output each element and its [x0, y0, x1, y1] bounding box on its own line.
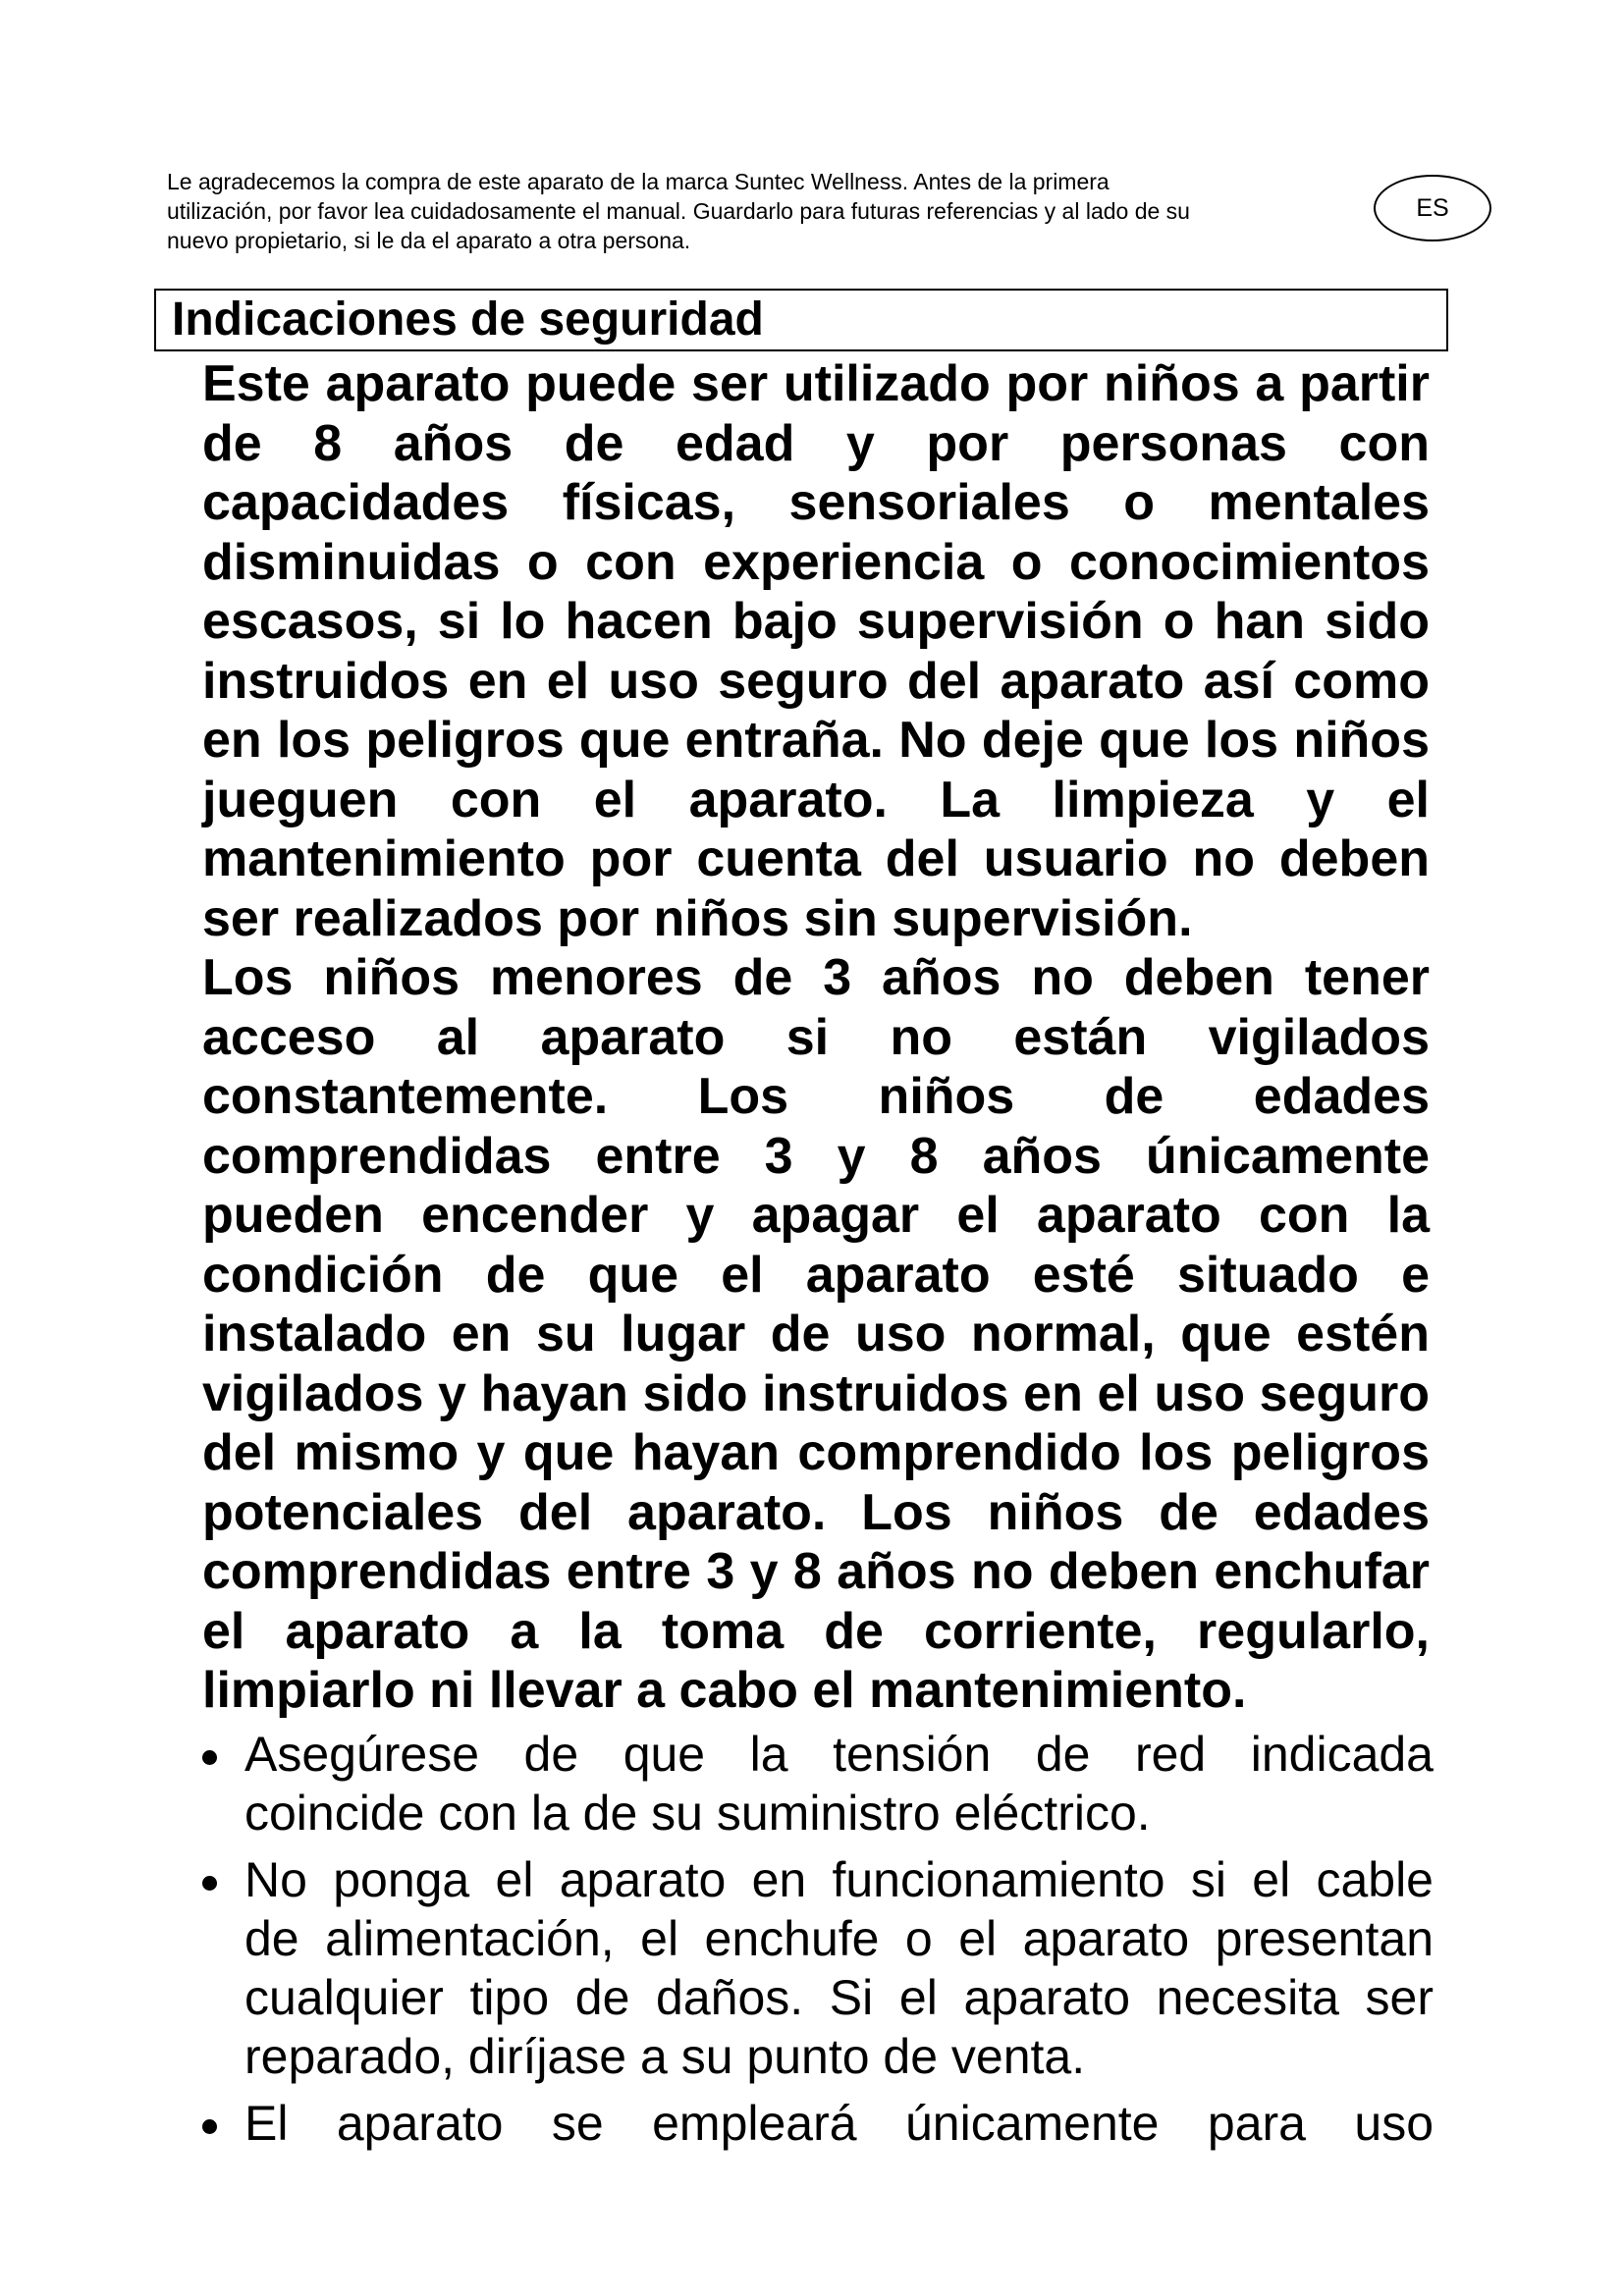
- paragraph-line: pueden encender y apagar el aparato con la: [202, 1187, 1430, 1244]
- paragraph-line: limpiarlo ni llevar a cabo el mantenimiento.: [202, 1662, 1247, 1719]
- paragraph-line: Los niños menores de 3 años no deben tener: [202, 949, 1430, 1006]
- paragraph-line: condición de que el aparato esté situado e: [202, 1246, 1430, 1304]
- language-badge: ES: [1374, 175, 1491, 241]
- safety-bullet-list: [196, 1725, 1434, 2161]
- paragraph-line: acceso al aparato si no están vigilados: [202, 1008, 1430, 1066]
- paragraph-line: en los peligros que entraña. No deje que los niños: [202, 712, 1430, 769]
- section-heading: Indicaciones de seguridad: [154, 289, 1448, 351]
- bullet-item: [196, 1725, 1434, 1842]
- safety-paragraph: [202, 354, 1430, 1721]
- paragraph-line: del mismo y que hayan comprendido los peligros: [202, 1424, 1430, 1481]
- paragraph-line: el aparato a la toma de corriente, regularlo,: [202, 1602, 1430, 1660]
- paragraph-line: potenciales del aparato. Los niños de edades: [202, 1483, 1430, 1541]
- paragraph-line: instalado en su lugar de uso normal, que estén: [202, 1306, 1430, 1362]
- paragraph-line: ser realizados por niños sin supervisión.: [202, 889, 1193, 947]
- bullet-dot-icon: [202, 2119, 217, 2134]
- paragraph-line: comprendidas entre 3 y 8 años no deben enchufar: [202, 1543, 1430, 1600]
- paragraph-line: disminuidas o con experiencia o conocimientos: [202, 533, 1430, 591]
- paragraph-line: capacidades físicas, sensoriales o mentales: [202, 474, 1430, 531]
- paragraph-line: mantenimiento por cuenta del usuario no deben: [202, 830, 1430, 887]
- bullet-line: No ponga el aparato en funcionamiento si el cable: [244, 1852, 1434, 1907]
- paragraph-line: constantemente. Los niños de edades: [202, 1068, 1430, 1125]
- paragraph-line: de 8 años de edad y por personas con: [202, 414, 1430, 472]
- intro-paragraph: [167, 167, 1355, 255]
- bullet-line: Asegúrese de que la tensión de red indicada: [244, 1727, 1434, 1782]
- paragraph-line: jueguen con el aparato. La limpieza y el: [202, 771, 1430, 828]
- bullet-line: cualquier tipo de daños. Si el aparato necesita ser: [244, 1970, 1434, 2025]
- intro-line: nuevo propietario, si le da el aparato a otra persona.: [167, 228, 691, 253]
- bullet-item: [196, 1850, 1434, 2086]
- bullet-dot-icon: [202, 1750, 217, 1765]
- bullet-line: reparado, diríjase a su punto de venta.: [244, 2029, 1086, 2084]
- paragraph-line: comprendidas entre 3 y 8 años únicamente: [202, 1127, 1430, 1185]
- bullet-line: de alimentación, el enchufe o el aparato presentan: [244, 1911, 1434, 1966]
- bullet-dot-icon: [202, 1876, 217, 1891]
- bullet-line: El aparato se empleará únicamente para uso: [244, 2096, 1434, 2151]
- paragraph-line: escasos, si lo hacen bajo supervisión o han sido: [202, 593, 1430, 650]
- bullet-item: [196, 2094, 1434, 2153]
- intro-line: utilización, por favor lea cuidadosamente el manual. Guardarlo para futuras referencias y al lado de su: [167, 198, 1190, 224]
- paragraph-line: vigilados y hayan sido instruidos en el uso seguro: [202, 1364, 1430, 1422]
- paragraph-line: instruidos en el uso seguro del aparato así como: [202, 652, 1430, 710]
- bullet-line: coincide con la de su suministro eléctrico.: [244, 1786, 1151, 1841]
- paragraph-line: Este aparato puede ser utilizado por niños a partir: [202, 355, 1430, 412]
- intro-line: Le agradecemos la compra de este aparato de la marca Suntec Wellness. Antes de la primera: [167, 169, 1110, 194]
